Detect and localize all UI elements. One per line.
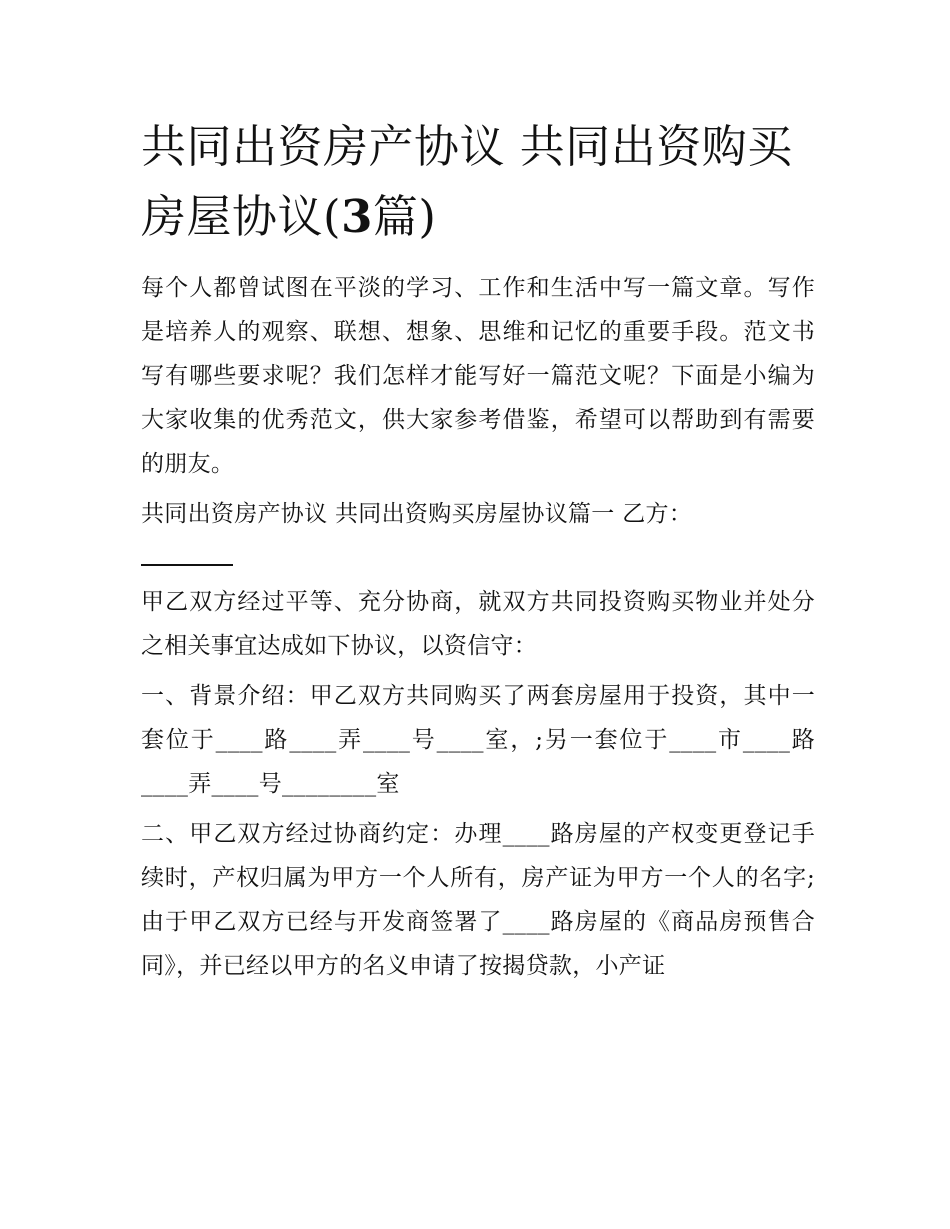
clause-two-paragraph: 二、甲乙双方经过协商约定：办理____路房屋的产权变更登记手续时，产权归属为甲方一个人所有，房产证为甲方一个人的名字;由于甲乙双方已经与开发商签署了____路房屋的《商品房预售合同》，并已经以甲方的名义申请了按揭贷款，小产证 (141, 821, 815, 979)
title-part1: 共同出资房产协议 共同出资购买房屋协议( (141, 120, 793, 243)
title-number: 3 (341, 190, 373, 243)
document-title (141, 112, 815, 252)
title-part2: 篇) (372, 190, 437, 243)
blank-underline (141, 536, 233, 566)
party-b-blank-line (141, 536, 815, 580)
section-heading-paragraph: 共同出资房产协议 共同出资购买房屋协议篇一 乙方： (141, 501, 693, 527)
agreement-preamble-paragraph: 甲乙双方经过平等、充分协商，就双方共同投资购买物业并处分之相关事宜达成如下协议，以资信守： (141, 589, 815, 659)
clause-one-paragraph: 一、背景介绍：甲乙双方共同购买了两套房屋用于投资，其中一套位于____路____弄____号____室，;另一套位于____市____路____弄____号________室 (141, 683, 815, 797)
intro-paragraph: 每个人都曾试图在平淡的学习、工作和生活中写一篇文章。写作是培养人的观察、联想、想象、思维和记忆的重要手段。范文书写有哪些要求呢？我们怎样才能写好一篇范文呢？下面是小编为大家收集的优秀范文，供大家参考借鉴，希望可以帮助到有需要的朋友。 (141, 275, 815, 477)
document-body (141, 266, 815, 988)
